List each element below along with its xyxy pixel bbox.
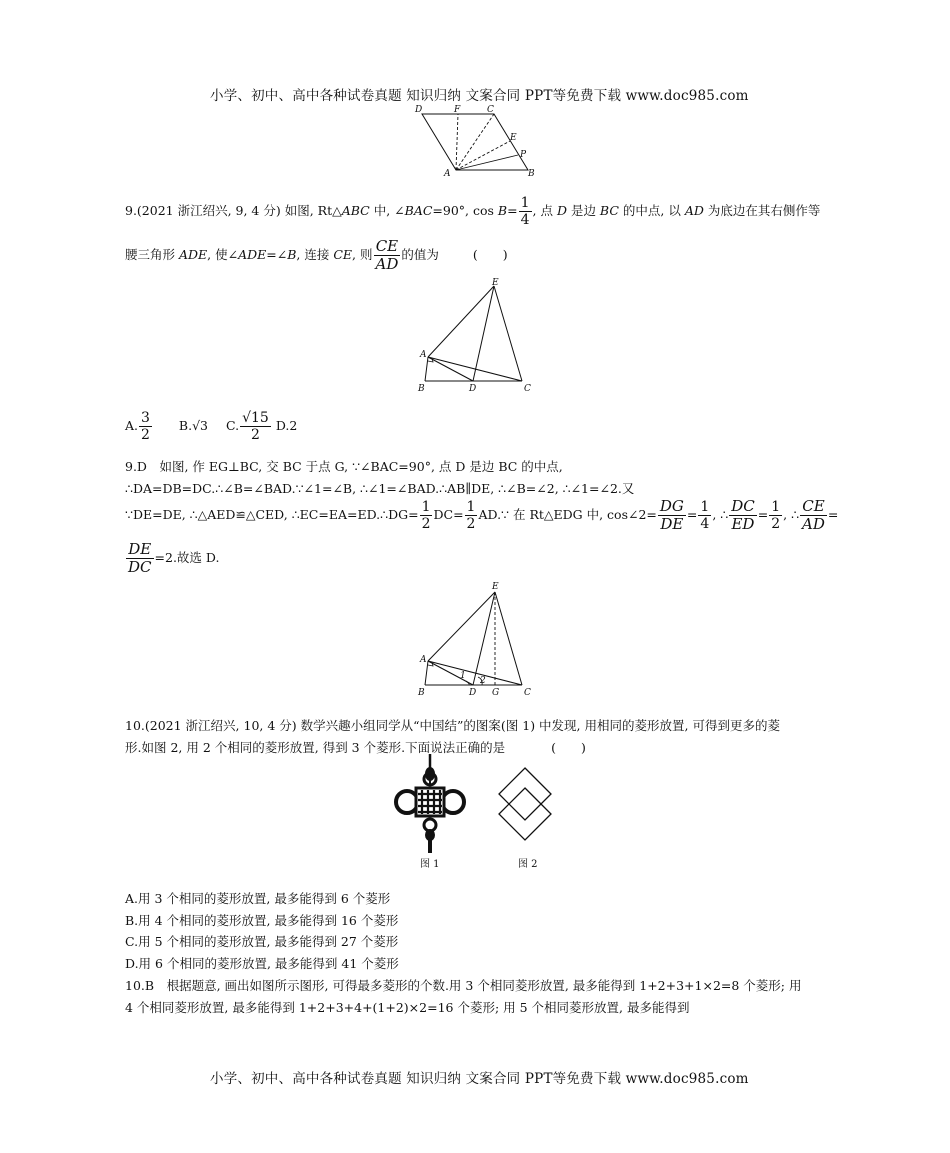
page-footer: 小学、初中、高中各种试卷真题 知识归纳 文案合同 PPT等免费下载 www.doc985.com <box>210 1071 749 1087</box>
a10-line2: 4 个相同菱形放置, 最多能得到 1+2+3+4+(1+2)×2=16 个菱形; 用 5 个相同菱形放置, 最多能得到 <box>125 1000 690 1015</box>
figure-q10 <box>390 752 570 874</box>
option-a: A. $\frac{3}{2}$ <box>125 410 150 443</box>
figure-parallelogram <box>408 100 543 180</box>
q9-line2: 腰三角形 ADE, 使∠ADE=∠B, 连接 CE, 则 $\frac{CE}{AD}$ 的值为 ( ) <box>125 237 508 273</box>
a9-line2: ∴DA=DB=DC.∴∠B=∠BAD.∵∠1=∠B, ∴∠1=∠BAD.∴AB∥DE, ∴∠B=∠2, ∴∠1=∠2.又 <box>125 481 635 496</box>
chinese-knot-image <box>396 754 464 853</box>
label-E: E <box>492 582 499 592</box>
q9-options <box>125 411 297 442</box>
label-A: A <box>420 350 427 360</box>
label-E: E <box>492 278 499 288</box>
q10-line1: 10.(2021 浙江绍兴, 10, 4 分) 数学兴趣小组同学从“中国结”的图案(图 1) 中发现, 用相同的菱形放置, 可得到更多的菱 <box>125 718 780 733</box>
q10-option-c: C.用 5 个相同的菱形放置, 最多能得到 27 个菱形 <box>125 934 399 949</box>
label-E: E <box>510 133 517 143</box>
label-B: B <box>418 688 425 698</box>
fig2-caption: 图 2 <box>518 859 538 870</box>
fraction-1-4: $\frac{1}{4}$ <box>520 195 530 228</box>
option-b: B.√3 <box>178 418 209 433</box>
q10-line2: 形.如图 2, 用 2 个相同的菱形放置, 得到 3 个菱形.下面说法正确的是 ( ) <box>125 740 586 755</box>
q10-answer-blank: ( ) <box>551 740 586 755</box>
q9-line1: 9.(2021 浙江绍兴, 9, 4 分) 如图, Rt△ABC 中, ∠BAC=90°, cos B= $\frac{1}{4}$ , 点 D 是边 BC 的中点, 以 AD 为底边在其右侧作等 <box>125 195 821 228</box>
a10-line1: 10.B 根据题意, 画出如图所示图形, 可得最多菱形的个数.用 3 个相同菱形放置, 最多能得到 1+2+3+1×2=8 个菱形; 用 <box>125 978 802 993</box>
a9-line3: ∵DE=DE, ∴△AED≌△CED, ∴EC=EA=ED.∴DG= $\frac{1}{2}$ DC= $\frac{1}{2}$ AD.∵ 在 Rt△EDG 中, cos∠2= $\frac{DG}{DE}$ = $\frac{1}{4}$ , ∴ $\frac{DC}{ED}$ = $\frac{1}{2}$ , ∴ $\frac{CE}{AD}$ = <box>125 497 839 533</box>
label-D: D <box>469 384 477 394</box>
q10-option-d: D.用 6 个相同的菱形放置, 最多能得到 41 个菱形 <box>125 956 399 971</box>
q9-answer-blank: ( ) <box>472 247 508 262</box>
angle-1-label: 1 <box>460 671 466 681</box>
label-C: C <box>487 105 494 115</box>
label-C: C <box>524 384 531 394</box>
label-F: F <box>454 105 461 115</box>
angle-2-label: 2 <box>480 676 486 686</box>
figure-q9-triangle <box>410 275 540 397</box>
label-B: B <box>418 384 425 394</box>
label-B: B <box>528 169 535 179</box>
figure-a9-triangle <box>410 578 540 700</box>
option-c: C. $\frac{√15}{2}$ <box>226 410 269 443</box>
label-P: P <box>520 150 527 160</box>
label-D: D <box>415 105 423 115</box>
label-C: C <box>524 688 531 698</box>
label-D: D <box>469 688 477 698</box>
label-A: A <box>420 655 427 665</box>
a9-line1: 9.D 如图, 作 EG⊥BC, 交 BC 于点 G, ∵∠BAC=90°, 点 D 是边 BC 的中点, <box>125 459 563 474</box>
fraction-ce-ad: $\frac{CE}{AD}$ <box>375 237 399 273</box>
q10-option-a: A.用 3 个相同的菱形放置, 最多能得到 6 个菱形 <box>125 891 391 906</box>
fig1-caption: 图 1 <box>420 859 440 870</box>
page-header: 小学、初中、高中各种试卷真题 知识归纳 文案合同 PPT等免费下载 www.doc985.com <box>210 88 749 104</box>
label-A: A <box>444 169 451 179</box>
option-d: D.2 <box>275 418 298 433</box>
label-G: G <box>492 688 500 698</box>
q10-option-b: B.用 4 个相同的菱形放置, 最多能得到 16 个菱形 <box>125 913 399 928</box>
two-rhombi-image <box>499 768 551 840</box>
a9-line4: $\frac{DE}{DC}$ =2.故选 D. <box>128 540 220 576</box>
